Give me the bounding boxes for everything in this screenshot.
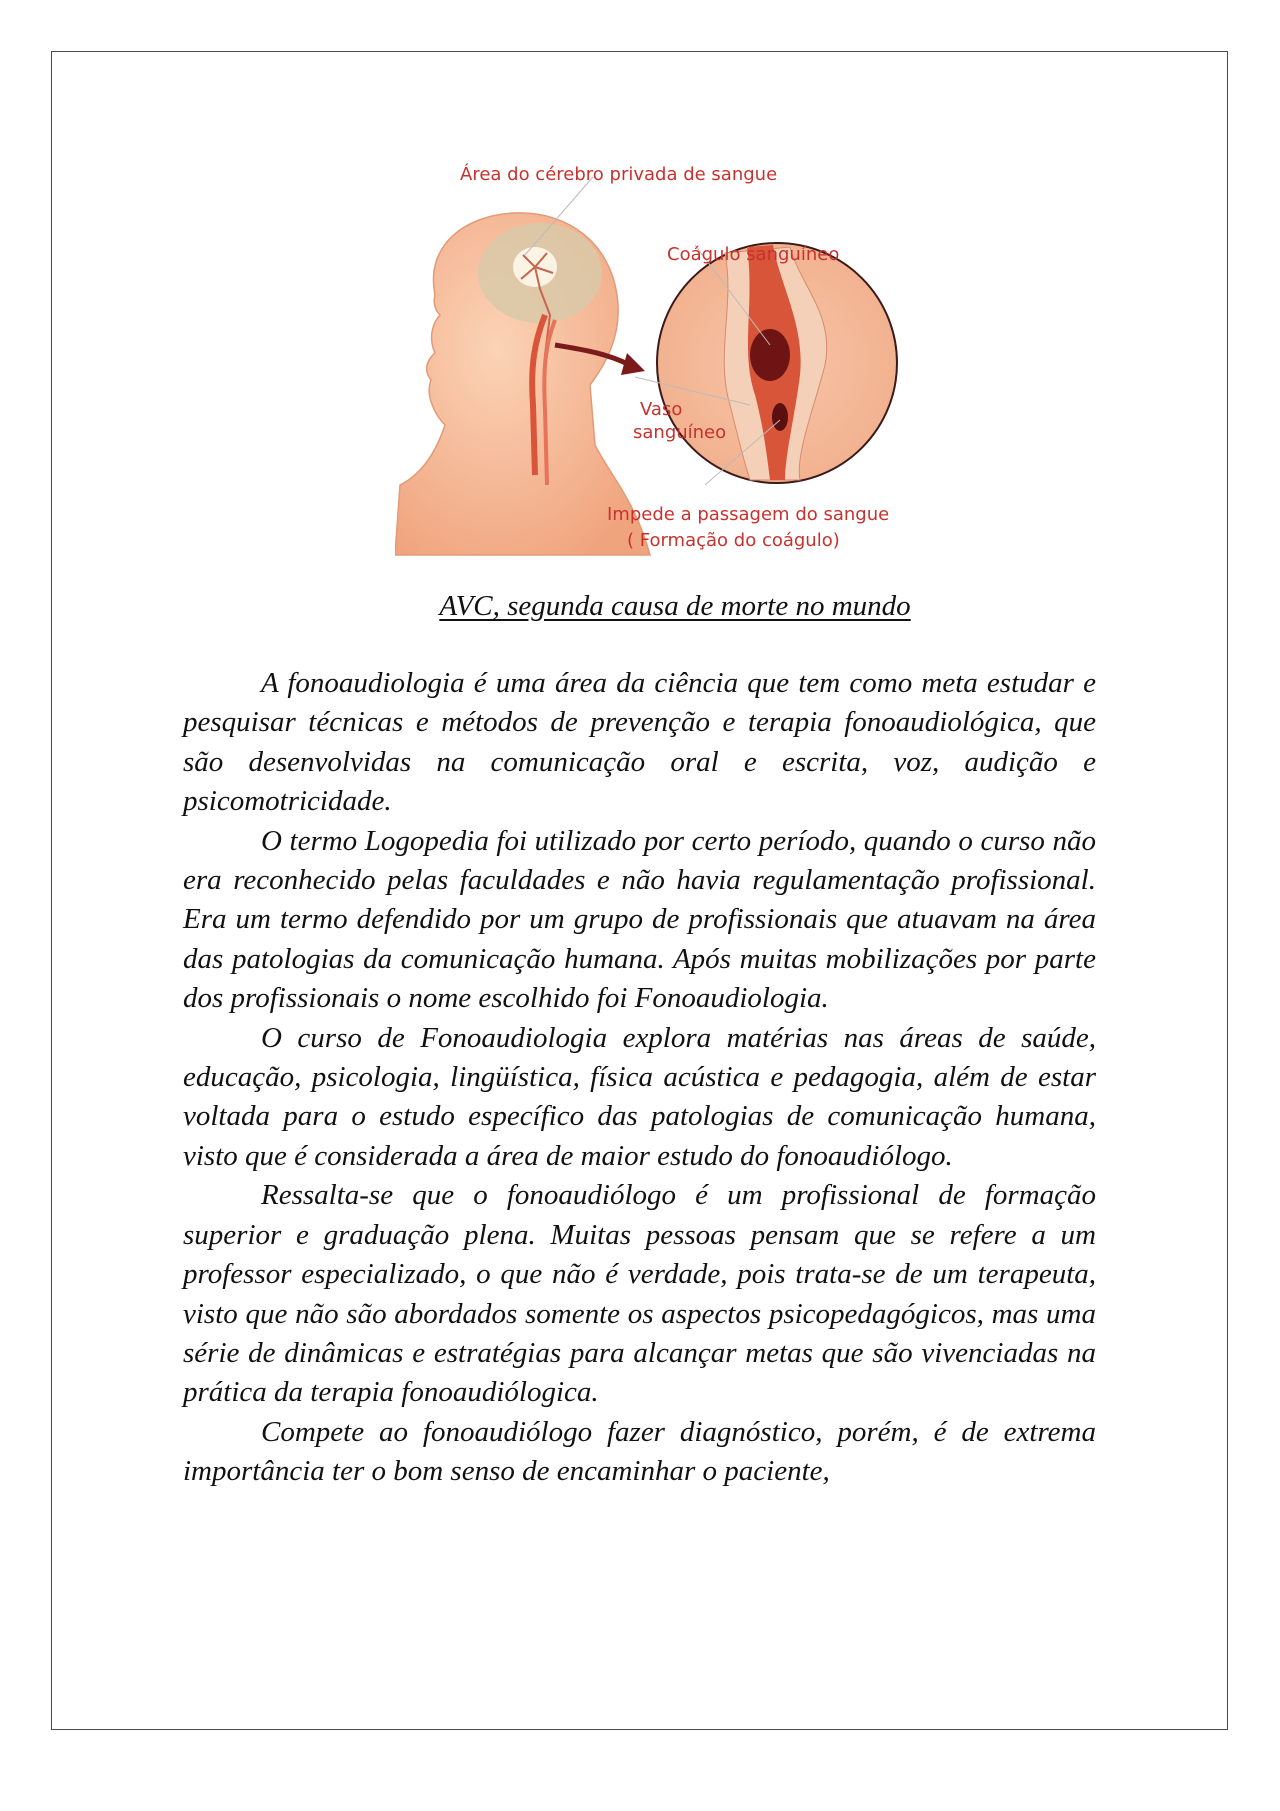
- paragraph-5: Compete ao fonoaudiólogo fazer diagnóstico, porém, é de extrema importância ter o bom senso de encaminhar o paciente,: [183, 1415, 1096, 1488]
- paragraph-3: O curso de Fonoaudiologia explora matérias nas áreas de saúde, educação, psicologia, lingüística, física acústica e pedagogia, além de estar voltada para o estudo específico das patologias de comunicação humana, visto que é considerada a área de maior estudo do fonoaudiólogo.: [183, 1021, 1096, 1172]
- paragraph-4: Ressalta-se que o fonoaudiólogo é um profissional de formação superior e graduação plena. Muitas pessoas pensam que se refere a um professor especializado, o que não é verdade, pois trata-se de um terapeuta, visto que não são abordados somente os aspectos psicopedagógicos, mas uma série de dinâmicas e estratégias para alcançar metas que são vivenciadas na prática da terapia fonoaudiólogica.: [183, 1179, 1096, 1409]
- label-vessel-1: Vaso: [640, 399, 683, 420]
- paragraph-1: A fonoaudiologia é uma área da ciência que tem como meta estudar e pesquisar técnicas e métodos de prevenção e terapia fonoaudiológica, que são desenvolvidas na comunicação oral e escrita, voz, audição e psicomotricidade.: [183, 667, 1096, 818]
- body-text: [183, 664, 1096, 1492]
- figure-caption: AVC, segunda causa de morte no mundo: [439, 590, 911, 622]
- stroke-illustration: [395, 155, 995, 565]
- blood-clot: [750, 329, 790, 381]
- paragraph-2: O termo Logopedia foi utilizado por certo período, quando o curso não era reconhecido pelas faculdades e não havia regulamentação profissional. Era um termo defendido por um grupo de profissionais que atuavam na área das patologias da comunicação humana. Após muitas mobilizações por parte dos profissionais o nome escolhido foi Fonoaudiologia.: [183, 824, 1096, 1015]
- arrow-head: [621, 353, 645, 375]
- label-blocks-1: Impede a passagem do sangue: [607, 504, 890, 525]
- label-area: Área do cérebro privada de sangue: [460, 164, 778, 185]
- label-clot: Coágulo sanguíneo: [667, 244, 840, 265]
- label-vessel-2: sanguíneo: [633, 422, 727, 443]
- label-blocks-2: ( Formação do coágulo): [627, 530, 840, 551]
- stroke-diagram: [395, 155, 995, 565]
- clot-small: [772, 403, 788, 431]
